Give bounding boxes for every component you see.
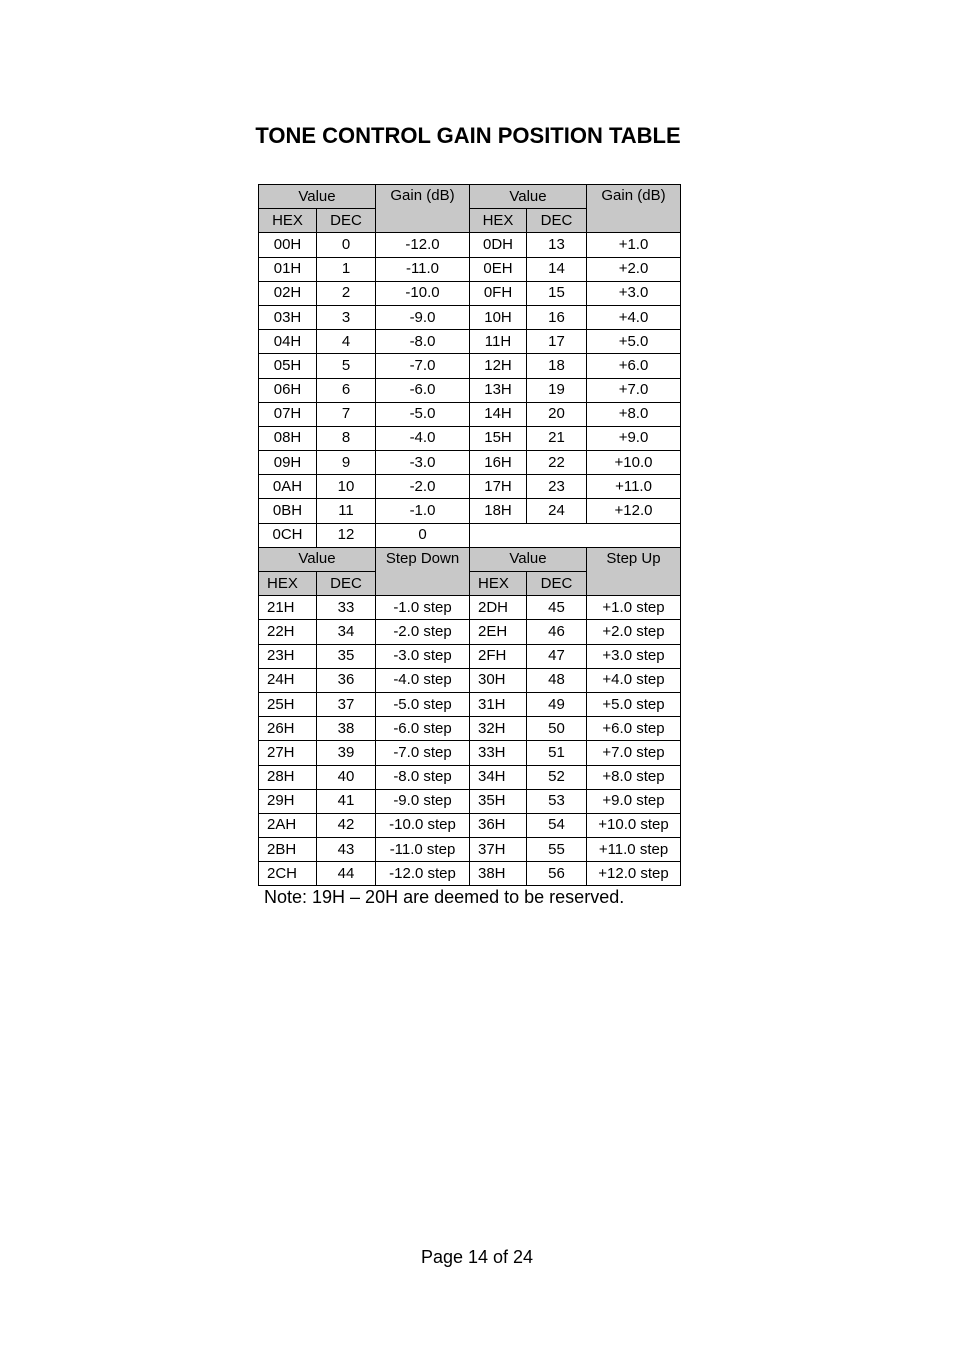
step-up-cell: +5.0 step (587, 692, 681, 716)
table-row (259, 717, 681, 741)
table-row (259, 668, 681, 692)
table-row (259, 644, 681, 668)
table-row (259, 789, 681, 813)
step-down-cell: -2.0 step (376, 620, 470, 644)
hex-cell: 22H (259, 620, 317, 644)
gain-cell: -2.0 (376, 475, 470, 499)
hex-cell: 29H (259, 789, 317, 813)
gain-cell: +11.0 (587, 475, 681, 499)
step-up-cell: +8.0 step (587, 765, 681, 789)
step-up-cell: +2.0 step (587, 620, 681, 644)
step-down-cell: -9.0 step (376, 789, 470, 813)
step-down-cell: -3.0 step (376, 644, 470, 668)
dec-cell: 47 (527, 644, 587, 668)
dec-cell: 44 (317, 862, 376, 886)
gain-cell: -3.0 (376, 451, 470, 475)
tone-gain-table (258, 184, 681, 886)
table-row (259, 862, 681, 886)
table-row (259, 692, 681, 716)
table-row (259, 523, 681, 547)
gain-cell: -11.0 (376, 257, 470, 281)
dec-cell: 18 (527, 354, 587, 378)
hex-cell: 13H (470, 378, 527, 402)
table-row (259, 378, 681, 402)
gain-cell: +4.0 (587, 305, 681, 329)
table-row (259, 596, 681, 620)
dec-cell: 16 (527, 305, 587, 329)
dec-cell: 46 (527, 620, 587, 644)
dec-cell: 42 (317, 813, 376, 837)
dec-cell: 15 (527, 281, 587, 305)
hex-header: HEX (470, 572, 527, 596)
hex-cell: 23H (259, 644, 317, 668)
table-row (259, 402, 681, 426)
hex-cell: 14H (470, 402, 527, 426)
hex-cell: 2BH (259, 838, 317, 862)
step-up-cell: +12.0 step (587, 862, 681, 886)
gain-cell: -6.0 (376, 378, 470, 402)
dec-cell: 20 (527, 402, 587, 426)
hex-cell: 0DH (470, 233, 527, 257)
gain-cell: +3.0 (587, 281, 681, 305)
header-row (259, 185, 681, 209)
hex-cell: 16H (470, 451, 527, 475)
table-row (259, 426, 681, 450)
dec-cell: 45 (527, 596, 587, 620)
dec-cell: 54 (527, 813, 587, 837)
hex-cell: 01H (259, 257, 317, 281)
hex-cell: 17H (470, 475, 527, 499)
hex-cell: 24H (259, 668, 317, 692)
step-down-cell: -10.0 step (376, 813, 470, 837)
dec-cell: 1 (317, 257, 376, 281)
dec-cell: 19 (527, 378, 587, 402)
dec-cell: 40 (317, 765, 376, 789)
hex-cell: 00H (259, 233, 317, 257)
gain-cell: -1.0 (376, 499, 470, 523)
dec-cell: 35 (317, 644, 376, 668)
dec-cell: 51 (527, 741, 587, 765)
hex-cell: 0CH (259, 523, 317, 547)
gain-header: Gain (dB) (376, 185, 470, 233)
dec-cell: 41 (317, 789, 376, 813)
gain-cell: +7.0 (587, 378, 681, 402)
hex-cell: 2CH (259, 862, 317, 886)
dec-header: DEC (317, 209, 376, 233)
dec-cell: 52 (527, 765, 587, 789)
step-down-cell: -4.0 step (376, 668, 470, 692)
dec-cell: 7 (317, 402, 376, 426)
value-header: Value (470, 185, 587, 209)
value-header: Value (259, 547, 376, 571)
dec-cell: 2 (317, 281, 376, 305)
hex-header: HEX (470, 209, 527, 233)
step-down-cell: -8.0 step (376, 765, 470, 789)
gain-cell: +9.0 (587, 426, 681, 450)
gain-cell: -5.0 (376, 402, 470, 426)
hex-cell: 09H (259, 451, 317, 475)
dec-cell: 21 (527, 426, 587, 450)
hex-cell: 2AH (259, 813, 317, 837)
step-up-cell: +6.0 step (587, 717, 681, 741)
hex-cell: 08H (259, 426, 317, 450)
hex-cell: 28H (259, 765, 317, 789)
gain-header: Gain (dB) (587, 185, 681, 233)
hex-cell: 10H (470, 305, 527, 329)
hex-header: HEX (259, 209, 317, 233)
hex-cell: 0EH (470, 257, 527, 281)
dec-cell: 50 (527, 717, 587, 741)
step-up-cell: +3.0 step (587, 644, 681, 668)
dec-cell: 55 (527, 838, 587, 862)
step-down-cell: -7.0 step (376, 741, 470, 765)
dec-cell: 43 (317, 838, 376, 862)
step-up-cell: +11.0 step (587, 838, 681, 862)
table-row (259, 305, 681, 329)
gain-cell: -10.0 (376, 281, 470, 305)
step-up-cell: +10.0 step (587, 813, 681, 837)
gain-cell: +1.0 (587, 233, 681, 257)
step-up-cell: +7.0 step (587, 741, 681, 765)
gain-cell: +5.0 (587, 330, 681, 354)
hex-cell: 11H (470, 330, 527, 354)
hex-cell: 03H (259, 305, 317, 329)
gain-cell: -12.0 (376, 233, 470, 257)
gain-cell: +2.0 (587, 257, 681, 281)
dec-cell: 0 (317, 233, 376, 257)
hex-cell: 27H (259, 741, 317, 765)
gain-cell: +6.0 (587, 354, 681, 378)
table-row (259, 765, 681, 789)
dec-cell: 23 (527, 475, 587, 499)
dec-cell: 12 (317, 523, 376, 547)
hex-cell: 15H (470, 426, 527, 450)
step-up-cell: +1.0 step (587, 596, 681, 620)
dec-header: DEC (527, 209, 587, 233)
hex-cell: 04H (259, 330, 317, 354)
empty-cell (470, 523, 681, 547)
gain-cell: -4.0 (376, 426, 470, 450)
dec-cell: 38 (317, 717, 376, 741)
dec-cell: 11 (317, 499, 376, 523)
hex-cell: 02H (259, 281, 317, 305)
hex-cell: 2EH (470, 620, 527, 644)
value-header: Value (470, 547, 587, 571)
hex-cell: 2FH (470, 644, 527, 668)
step-down-cell: -11.0 step (376, 838, 470, 862)
dec-cell: 34 (317, 620, 376, 644)
dec-cell: 9 (317, 451, 376, 475)
header-row (259, 547, 681, 571)
step-up-cell: +4.0 step (587, 668, 681, 692)
dec-cell: 6 (317, 378, 376, 402)
hex-cell: 2DH (470, 596, 527, 620)
hex-cell: 37H (470, 838, 527, 862)
hex-cell: 05H (259, 354, 317, 378)
hex-cell: 36H (470, 813, 527, 837)
table-row (259, 838, 681, 862)
step-up-cell: +9.0 step (587, 789, 681, 813)
gain-cell: -8.0 (376, 330, 470, 354)
dec-cell: 13 (527, 233, 587, 257)
table-row (259, 330, 681, 354)
step-down-cell: -5.0 step (376, 692, 470, 716)
dec-cell: 3 (317, 305, 376, 329)
page-title: TONE CONTROL GAIN POSITION TABLE (255, 123, 681, 148)
table-row (259, 281, 681, 305)
table-row (259, 257, 681, 281)
hex-cell: 31H (470, 692, 527, 716)
hex-cell: 06H (259, 378, 317, 402)
table-row (259, 233, 681, 257)
step-down-cell: -12.0 step (376, 862, 470, 886)
dec-header: DEC (317, 572, 376, 596)
hex-cell: 34H (470, 765, 527, 789)
step-up-header: Step Up (587, 547, 681, 595)
hex-cell: 38H (470, 862, 527, 886)
hex-cell: 0BH (259, 499, 317, 523)
gain-cell: -9.0 (376, 305, 470, 329)
table-row (259, 741, 681, 765)
dec-cell: 48 (527, 668, 587, 692)
dec-cell: 53 (527, 789, 587, 813)
step-down-cell: -6.0 step (376, 717, 470, 741)
dec-cell: 5 (317, 354, 376, 378)
table-row (259, 451, 681, 475)
dec-cell: 39 (317, 741, 376, 765)
hex-cell: 33H (470, 741, 527, 765)
step-down-header: Step Down (376, 547, 470, 595)
table-row (259, 475, 681, 499)
dec-header: DEC (527, 572, 587, 596)
hex-cell: 26H (259, 717, 317, 741)
dec-cell: 8 (317, 426, 376, 450)
dec-cell: 33 (317, 596, 376, 620)
table-row (259, 620, 681, 644)
dec-cell: 49 (527, 692, 587, 716)
hex-cell: 35H (470, 789, 527, 813)
page-number: Page 14 of 24 (420, 1247, 534, 1267)
dec-cell: 36 (317, 668, 376, 692)
dec-cell: 24 (527, 499, 587, 523)
gain-cell: -7.0 (376, 354, 470, 378)
table-row (259, 813, 681, 837)
gain-cell: +12.0 (587, 499, 681, 523)
dec-cell: 56 (527, 862, 587, 886)
hex-cell: 12H (470, 354, 527, 378)
hex-cell: 07H (259, 402, 317, 426)
hex-cell: 0FH (470, 281, 527, 305)
dec-cell: 37 (317, 692, 376, 716)
hex-cell: 25H (259, 692, 317, 716)
dec-cell: 22 (527, 451, 587, 475)
hex-cell: 18H (470, 499, 527, 523)
gain-cell: +10.0 (587, 451, 681, 475)
dec-cell: 14 (527, 257, 587, 281)
hex-cell: 21H (259, 596, 317, 620)
value-header: Value (259, 185, 376, 209)
dec-cell: 10 (317, 475, 376, 499)
gain-cell: 0 (376, 523, 470, 547)
table-row (259, 499, 681, 523)
hex-cell: 32H (470, 717, 527, 741)
hex-cell: 0AH (259, 475, 317, 499)
table-row (259, 354, 681, 378)
reserved-note: Note: 19H – 20H are deemed to be reserved. (264, 887, 625, 907)
dec-cell: 17 (527, 330, 587, 354)
gain-cell: +8.0 (587, 402, 681, 426)
step-down-cell: -1.0 step (376, 596, 470, 620)
dec-cell: 4 (317, 330, 376, 354)
hex-cell: 30H (470, 668, 527, 692)
hex-header: HEX (259, 572, 317, 596)
